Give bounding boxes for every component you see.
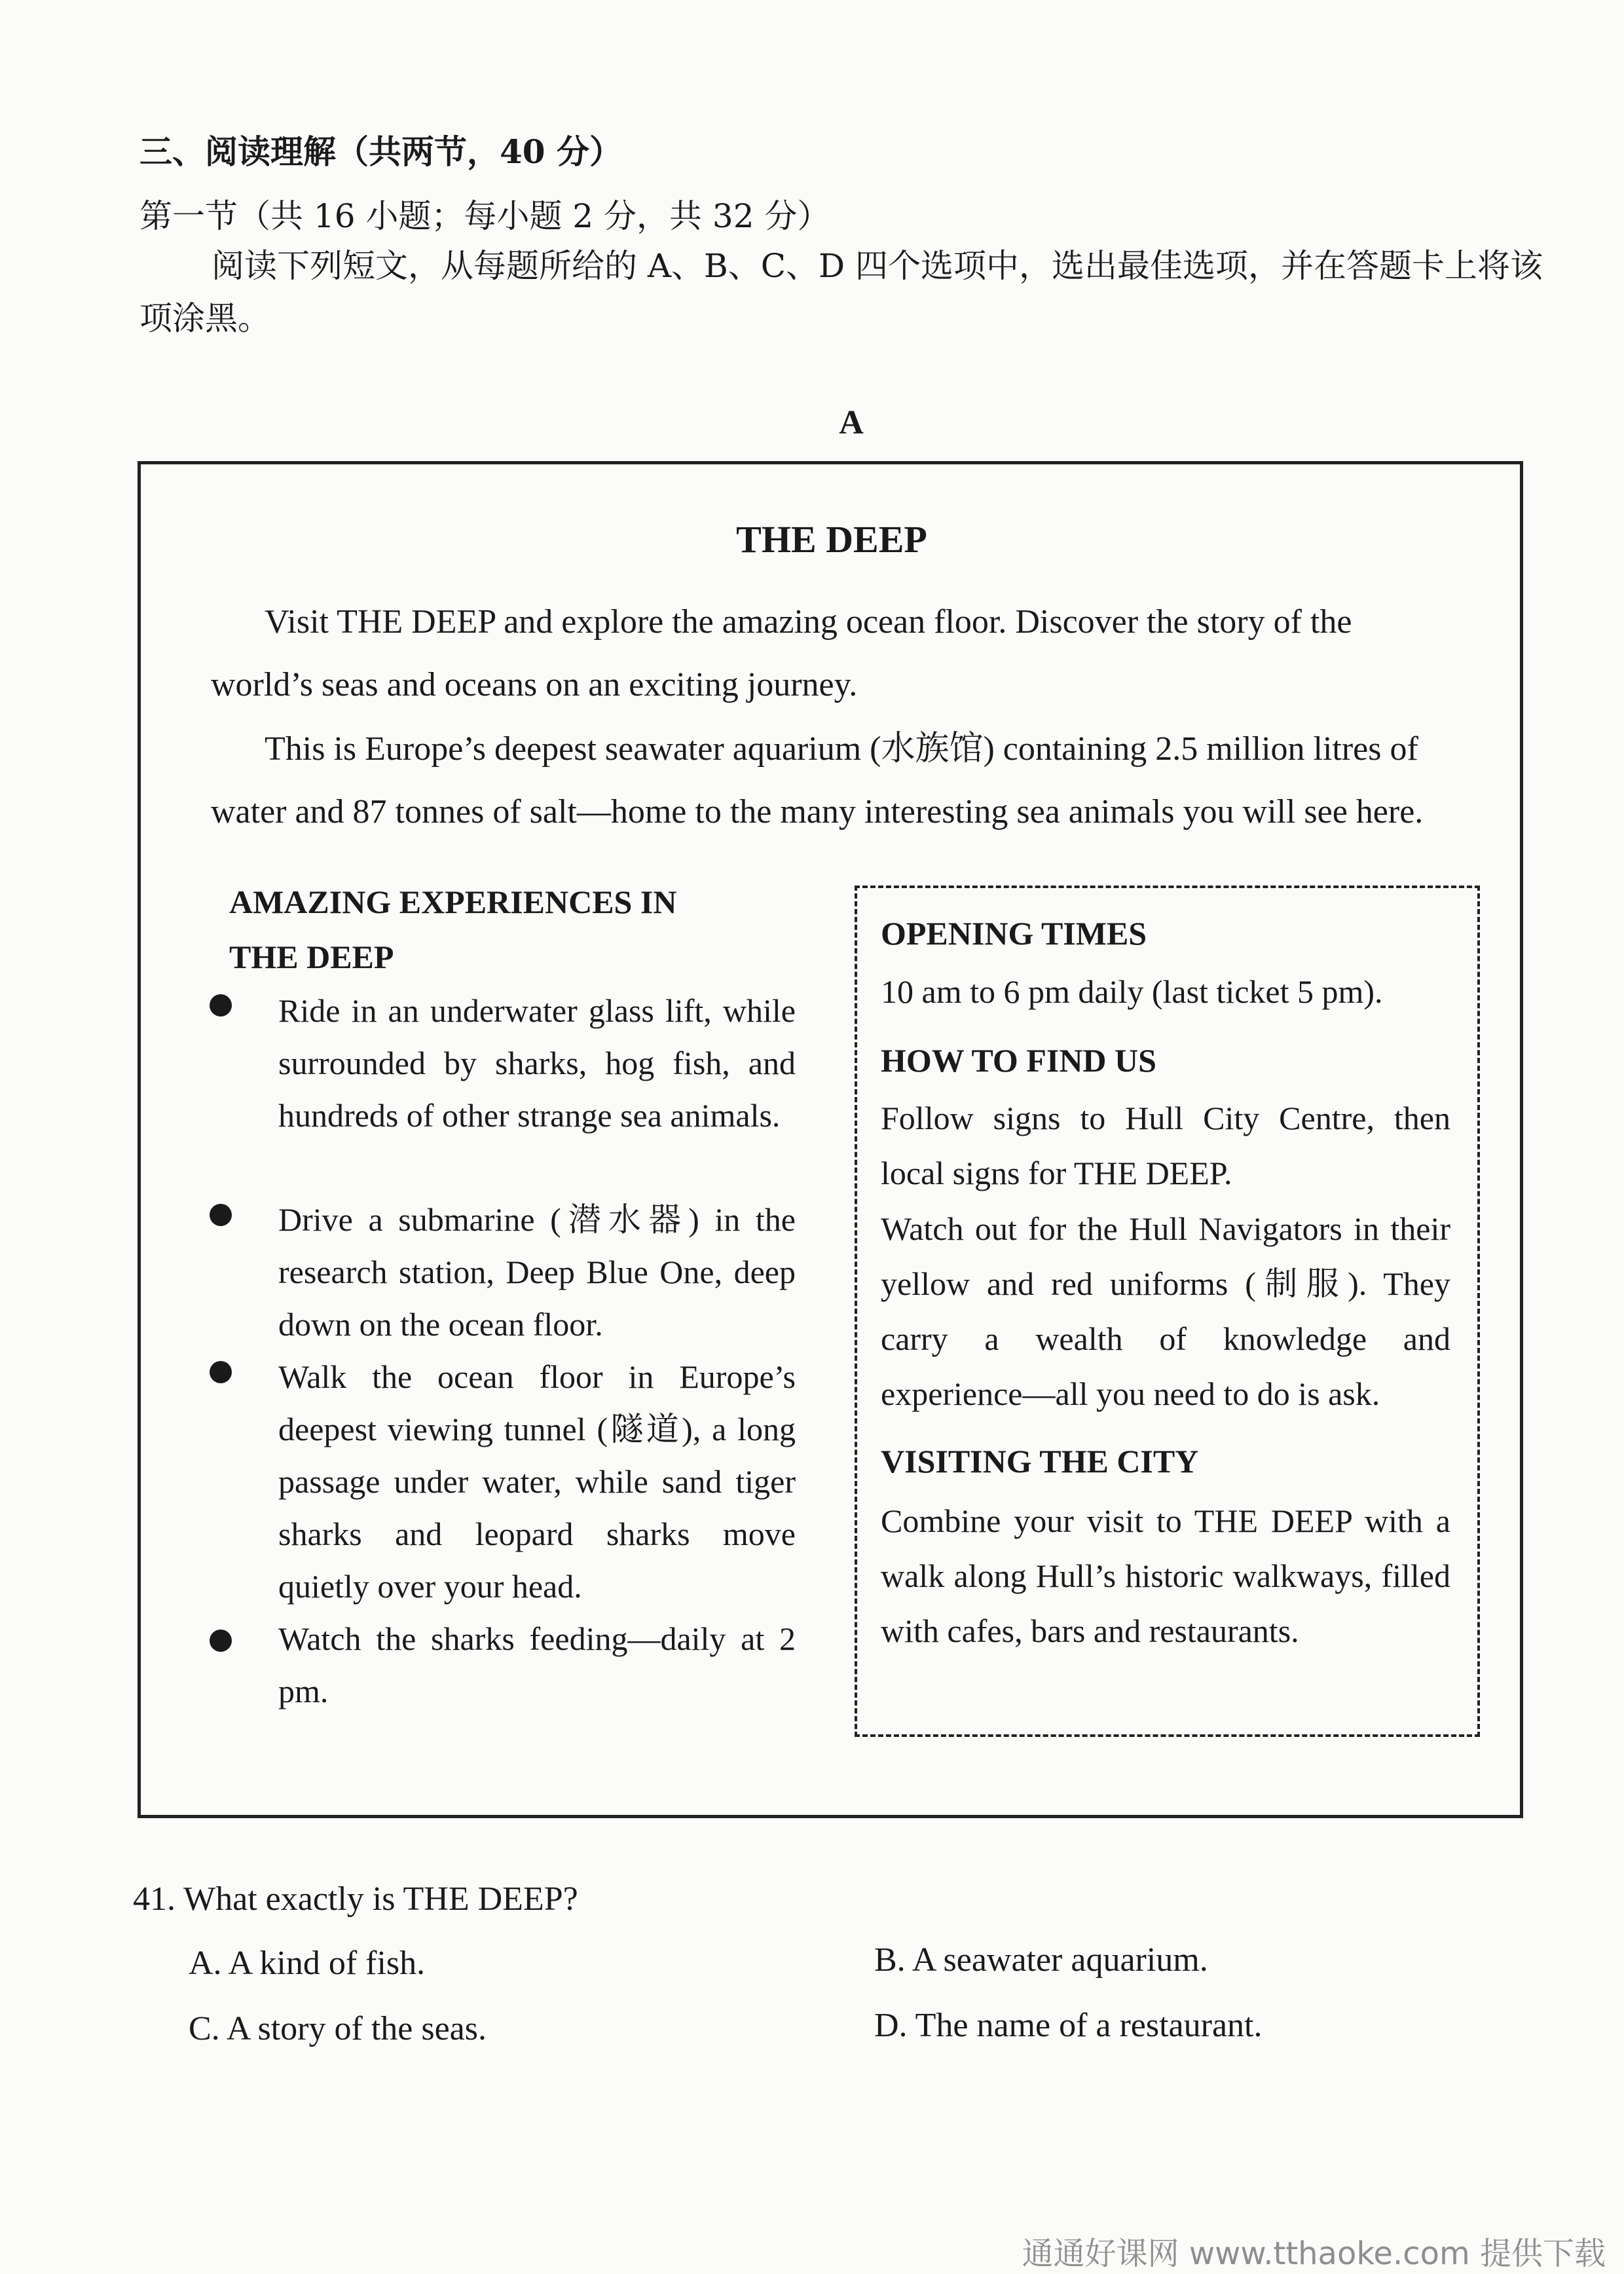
opening-times-heading: OPENING TIMES xyxy=(881,915,1147,952)
intro-paragraph: This is Europe’s deepest seawater aquarium (水族馆) containing 2.5 million litres of water and 87 tonnes of salt—home to the many interesting sea animals you will see here. xyxy=(211,730,1424,830)
footer-watermark: 通通好课网 www.tthaoke.com 提供下载 xyxy=(1022,2235,1606,2272)
bullet-icon xyxy=(210,994,232,1016)
visiting-city-heading: VISITING THE CITY xyxy=(881,1443,1199,1480)
how-to-find-text: Follow signs to Hull City Centre, then local signs for THE DEEP. xyxy=(881,1100,1450,1191)
experience-item: Ride in an underwater glass lift, while surrounded by sharks, hog fish, and hundreds of other strange sea animals. xyxy=(278,992,796,1134)
experience-item: Watch the sharks feeding—daily at 2 pm. xyxy=(278,1620,796,1709)
subsection-heading: 第一节（共 16 小题；每小题 2 分，共 32 分） xyxy=(139,197,830,235)
how-to-find-text: Watch out for the Hull Navigators in their yellow and red uniforms (制服). They carry a wealth of knowledge and experience—all you need to do is ask. xyxy=(881,1210,1450,1412)
experience-item: Drive a submarine (潜水器) in the research station, Deep Blue One, deep down on the ocean floor. xyxy=(278,1201,796,1343)
bullet-icon xyxy=(210,1204,232,1226)
option-a: A. A kind of fish. xyxy=(189,1945,426,1982)
experiences-heading xyxy=(229,874,753,984)
intro-paragraph: Visit THE DEEP and explore the amazing ocean floor. Discover the story of the world’s seas and oceans on an exciting journey. xyxy=(211,603,1352,703)
experiences-heading-line: AMAZING EXPERIENCES IN xyxy=(229,884,677,920)
option-c: C. A story of the seas. xyxy=(189,2010,487,2047)
passage-letter: A xyxy=(839,404,864,441)
experience-item: Walk the ocean floor in Europe’s deepest viewing tunnel (隧道), a long passage under water, while sand tiger sharks and leopard sharks move quietly over your head. xyxy=(278,1358,796,1605)
opening-times-text: 10 am to 6 pm daily (last ticket 5 pm). xyxy=(881,973,1383,1010)
bullet-icon xyxy=(210,1361,232,1383)
how-to-find-heading: HOW TO FIND US xyxy=(881,1042,1156,1079)
section-heading: 三、阅读理解（共两节，40 分） xyxy=(139,132,622,171)
instructions: 阅读下列短文，从每题所给的 A、B、C、D 四个选项中，选出最佳选项，并在答题卡上将该项涂黑。 xyxy=(139,247,1543,337)
option-d: D. The name of a restaurant. xyxy=(874,2007,1263,2044)
passage-title: THE DEEP xyxy=(736,518,927,561)
experiences-heading-line: THE DEEP xyxy=(229,939,394,975)
visiting-city-text: Combine your visit to THE DEEP with a walk along Hull’s historic walkways, filled with cafes, bars and restaurants. xyxy=(881,1502,1450,1649)
option-b: B. A seawater aquarium. xyxy=(874,1941,1208,1979)
question-stem: 41. What exactly is THE DEEP? xyxy=(133,1880,578,1918)
bullet-icon xyxy=(210,1630,232,1652)
